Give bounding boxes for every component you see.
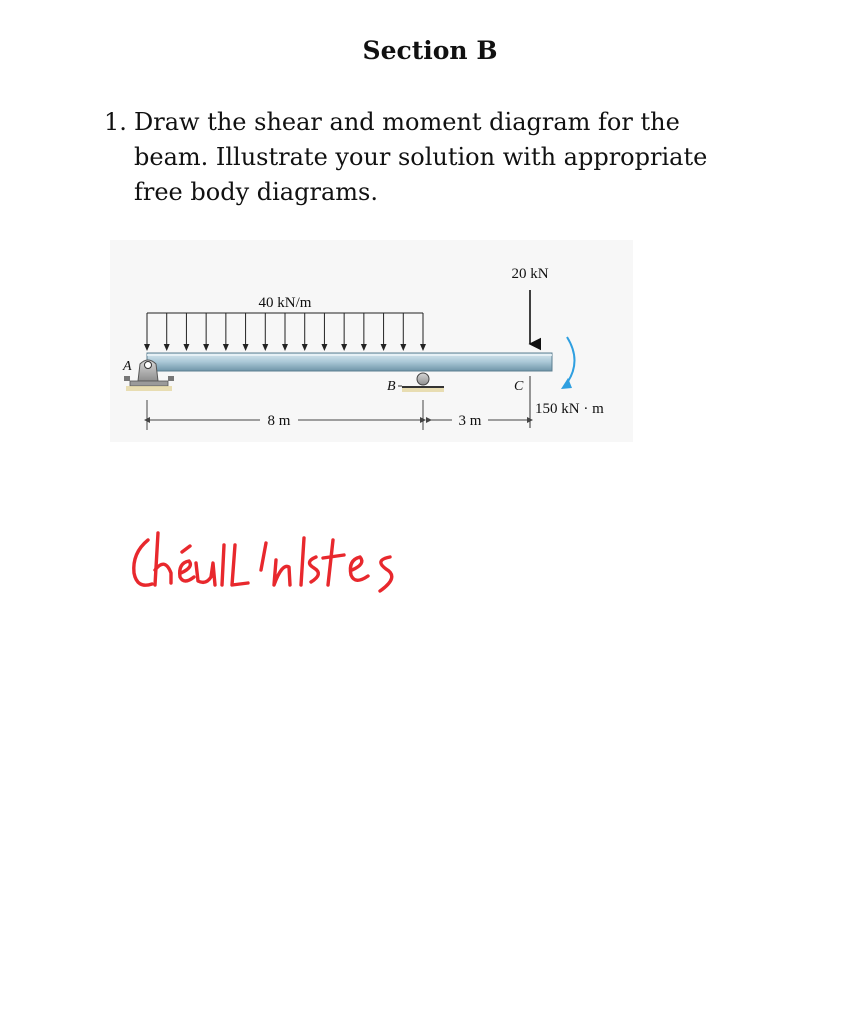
beam-figure [110, 240, 633, 442]
point-a-label: A [123, 359, 132, 374]
question-line-1: Draw the shear and moment diagram for the [134, 108, 680, 136]
span-ab-label: 8 m [267, 413, 291, 429]
question-line-2: beam. Illustrate your solution with appropriate [134, 143, 708, 171]
question-number: 1. [104, 108, 127, 136]
point-c-label: C [514, 379, 524, 394]
distributed-load [144, 313, 426, 351]
point-load-label: 20 kN [511, 266, 549, 282]
section-title: Section B [362, 36, 498, 65]
moment-label: 150 kN · m [535, 401, 604, 417]
handwritten-annotation [128, 515, 468, 615]
question-line-3: free body diagrams. [134, 178, 378, 206]
distributed-load-label: 40 kN/m [258, 295, 312, 311]
point-b-label: B [387, 379, 396, 394]
span-bc-label: 3 m [458, 413, 482, 429]
